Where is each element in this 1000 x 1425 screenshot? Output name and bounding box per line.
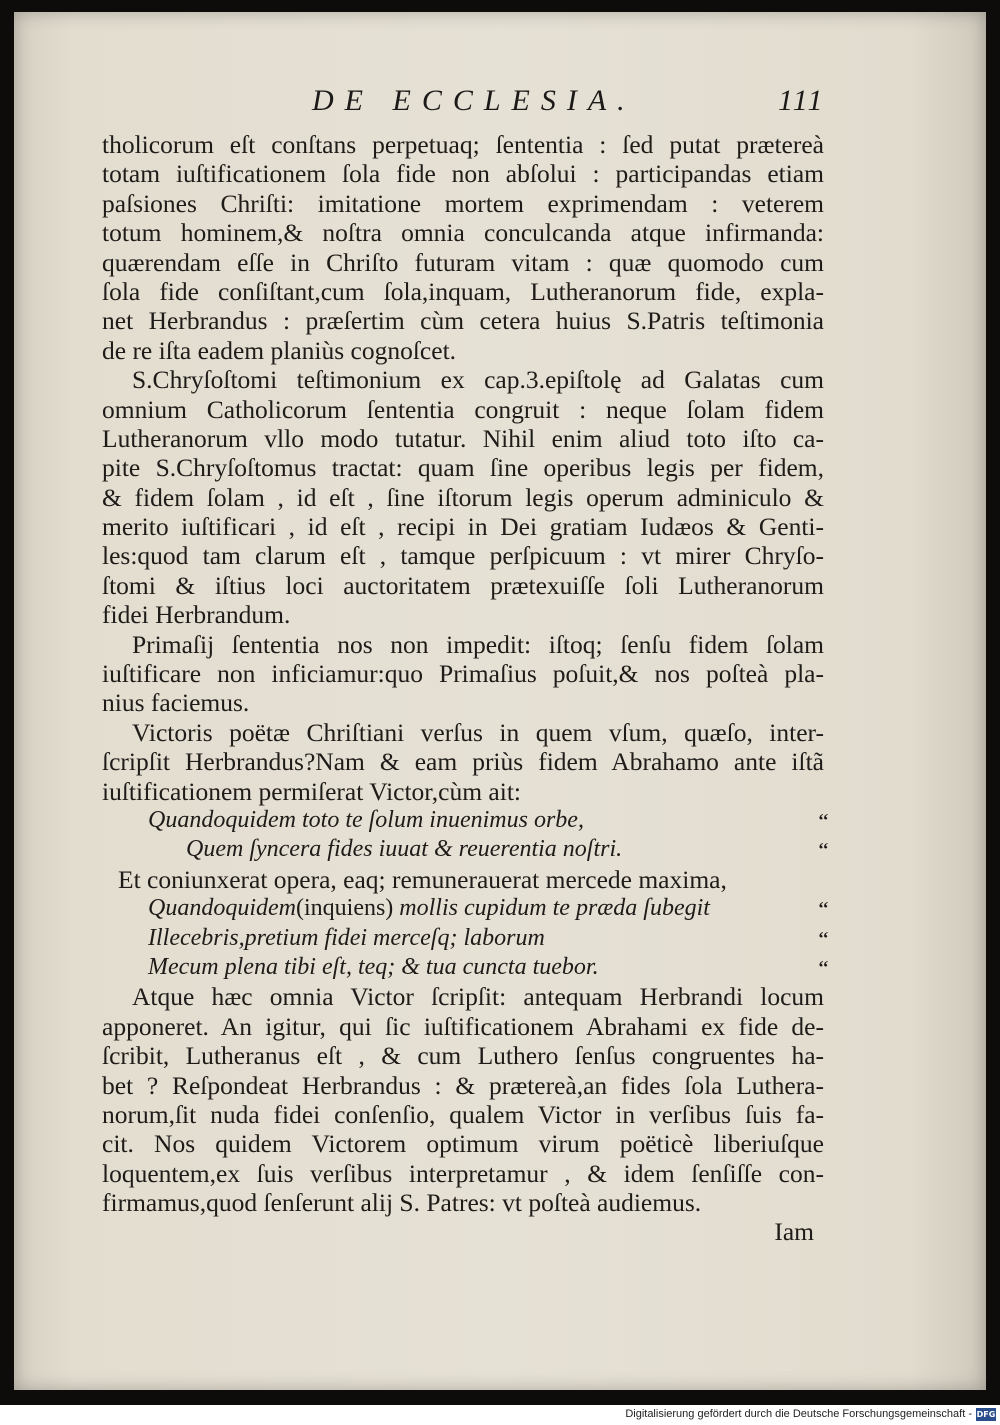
text-line: ſtomi & iſtius loci auctoritatem prætexuiſſe ſoli Lutheranorum (102, 570, 824, 600)
text-line: les:quod tam clarum eſt , tamque perſpicuum : vt mirer Chryſo- (102, 541, 824, 571)
verse-text: Quandoquidem (148, 895, 296, 922)
verse-text: Quem ſyncera fides iuuat & reuerentia noſtri. (186, 836, 623, 863)
text-line: cit. Nos quidem Victorem optimum virum poëticè liberiuſque (102, 1129, 824, 1159)
text-line: de re iſta eadem planiùs cognoſcet. (102, 335, 457, 365)
paragraph-start: Primaſij ſententia nos non impedit: iſtoq; ſenſu fidem ſolam (132, 629, 824, 659)
quote-mark: ‘‘ (818, 898, 829, 919)
quote-mark: ‘‘ (818, 956, 829, 977)
text-line: totam iuſtificationem ſola fide non abſolui : participandas etiam (102, 159, 824, 189)
paragraph-start: Atque hæc omnia Victor ſcripſit: antequam Herbrandi locum (132, 982, 824, 1012)
verse-line (102, 953, 829, 982)
text-line: ſola fide conſiſtant,cum ſola,inquam, Lutheranorum fide, expla- (102, 276, 824, 306)
funding-credit: Digitalisierung gefördert durch die Deutsche Forschungsgemeinschaft - (625, 1408, 972, 1420)
text-line: net Herbrandus : præſertim cùm cetera huius S.Patris teſtimonia (102, 306, 824, 336)
page-body (102, 130, 829, 1247)
paragraph-start: Victoris poëtæ Chriſtiani verſus in quem vſum, quæſo, inter- (132, 717, 824, 747)
text-line: omnium Catholicorum ſententia congruit : neque ſolam fidem (102, 394, 824, 424)
verse-text: Mecum plena tibi eſt, teq; & tua cuncta tuebor. (148, 953, 599, 980)
running-title: DE ECCLESIA. (312, 84, 636, 117)
text-line: pite S.Chryſoſtomus tractat: quam ſine operibus legis per fidem, (102, 453, 824, 483)
text-line: ſcripſit Herbrandus?Nam & eam priùs fidem Abrahamo ante iſtã (102, 747, 824, 777)
verse-line (102, 924, 829, 953)
catchword: Iam (774, 1217, 814, 1247)
text-line: ſcribit, Lutheranus eſt , & cum Luthero ſenſus congruentes ha- (102, 1041, 824, 1071)
footer-bar (0, 1405, 1000, 1425)
page-number: 111 (778, 84, 825, 117)
text-line: quærendam eſſe in Chriſto futuram vitam : quæ quomodo cum (102, 247, 824, 277)
text-line: Et coniunxerat opera, eaq; remunerauerat mercede maxima, (118, 864, 727, 894)
text-line: totum hominem,& noſtra omnia conculcanda atque infirmanda: (102, 218, 824, 248)
text-line: iuſtificare non inficiamur:quo Primaſius poſuit,& nos poſteà pla- (102, 659, 824, 689)
text-line: Lutheranorum vllo modo tutatur. Nihil enim aliud toto iſto ca- (102, 423, 824, 453)
text-line: loquentem,ex ſuis verſibus interpretamur , & idem ſenſiſſe con- (102, 1158, 824, 1188)
book-page (14, 12, 986, 1390)
page-header (94, 76, 834, 126)
text-line: nius faciemus. (102, 688, 250, 718)
text-line: & fidem ſolam , id eſt , ſine iſtorum legis operum adminiculo & (102, 482, 824, 512)
text-line: merito iuſtificari , id eſt , recipi in Dei gratiam Iudæos & Genti- (102, 512, 824, 542)
verse-text: Illecebris,pretium fidei merceſq; laborum (148, 924, 545, 951)
quote-mark: ‘‘ (818, 927, 829, 948)
quote-mark: ‘‘ (818, 839, 829, 860)
text-line: firmamus,quod ſenſerunt alij S. Patres: vt poſteà audiemus. (102, 1188, 702, 1218)
verse-roman-text: (inquiens) (295, 895, 394, 922)
text-line: iuſtificationem permiſerat Victor,cùm ait: (102, 776, 522, 806)
text-line: fidei Herbrandum. (102, 600, 291, 630)
quote-mark: ‘‘ (818, 809, 829, 830)
text-line: paſsiones Chriſti: imitatione mortem exprimendam : veterem (102, 188, 824, 218)
verse-text: Quandoquidem toto te ſolum inuenimus orbe, (148, 806, 584, 833)
verse-text: mollis cupidum te præda ſubegit (393, 895, 710, 922)
verse-line (102, 835, 829, 864)
text-line: norum,ſit nuda fidei conſenſio, qualem Victor in verſibus ſuis fa- (102, 1099, 824, 1129)
text-line: tholicorum eſt conſtans perpetuaq; ſententia : ſed putat prætereà (102, 130, 824, 159)
text-line: apponeret. An igitur, qui ſic iuſtificationem Abrahami ex fide de- (102, 1011, 824, 1041)
dfg-logo: DFG (976, 1410, 996, 1419)
text-line: bet ? Reſpondeat Herbrandus : & prætereà,an fides ſola Luthera- (102, 1070, 824, 1100)
verse-line (102, 806, 829, 835)
verse-line (102, 894, 829, 923)
paragraph-start: S.Chryſoſtomi teſtimonium ex cap.3.epiſtolę ad Galatas cum (132, 365, 824, 395)
